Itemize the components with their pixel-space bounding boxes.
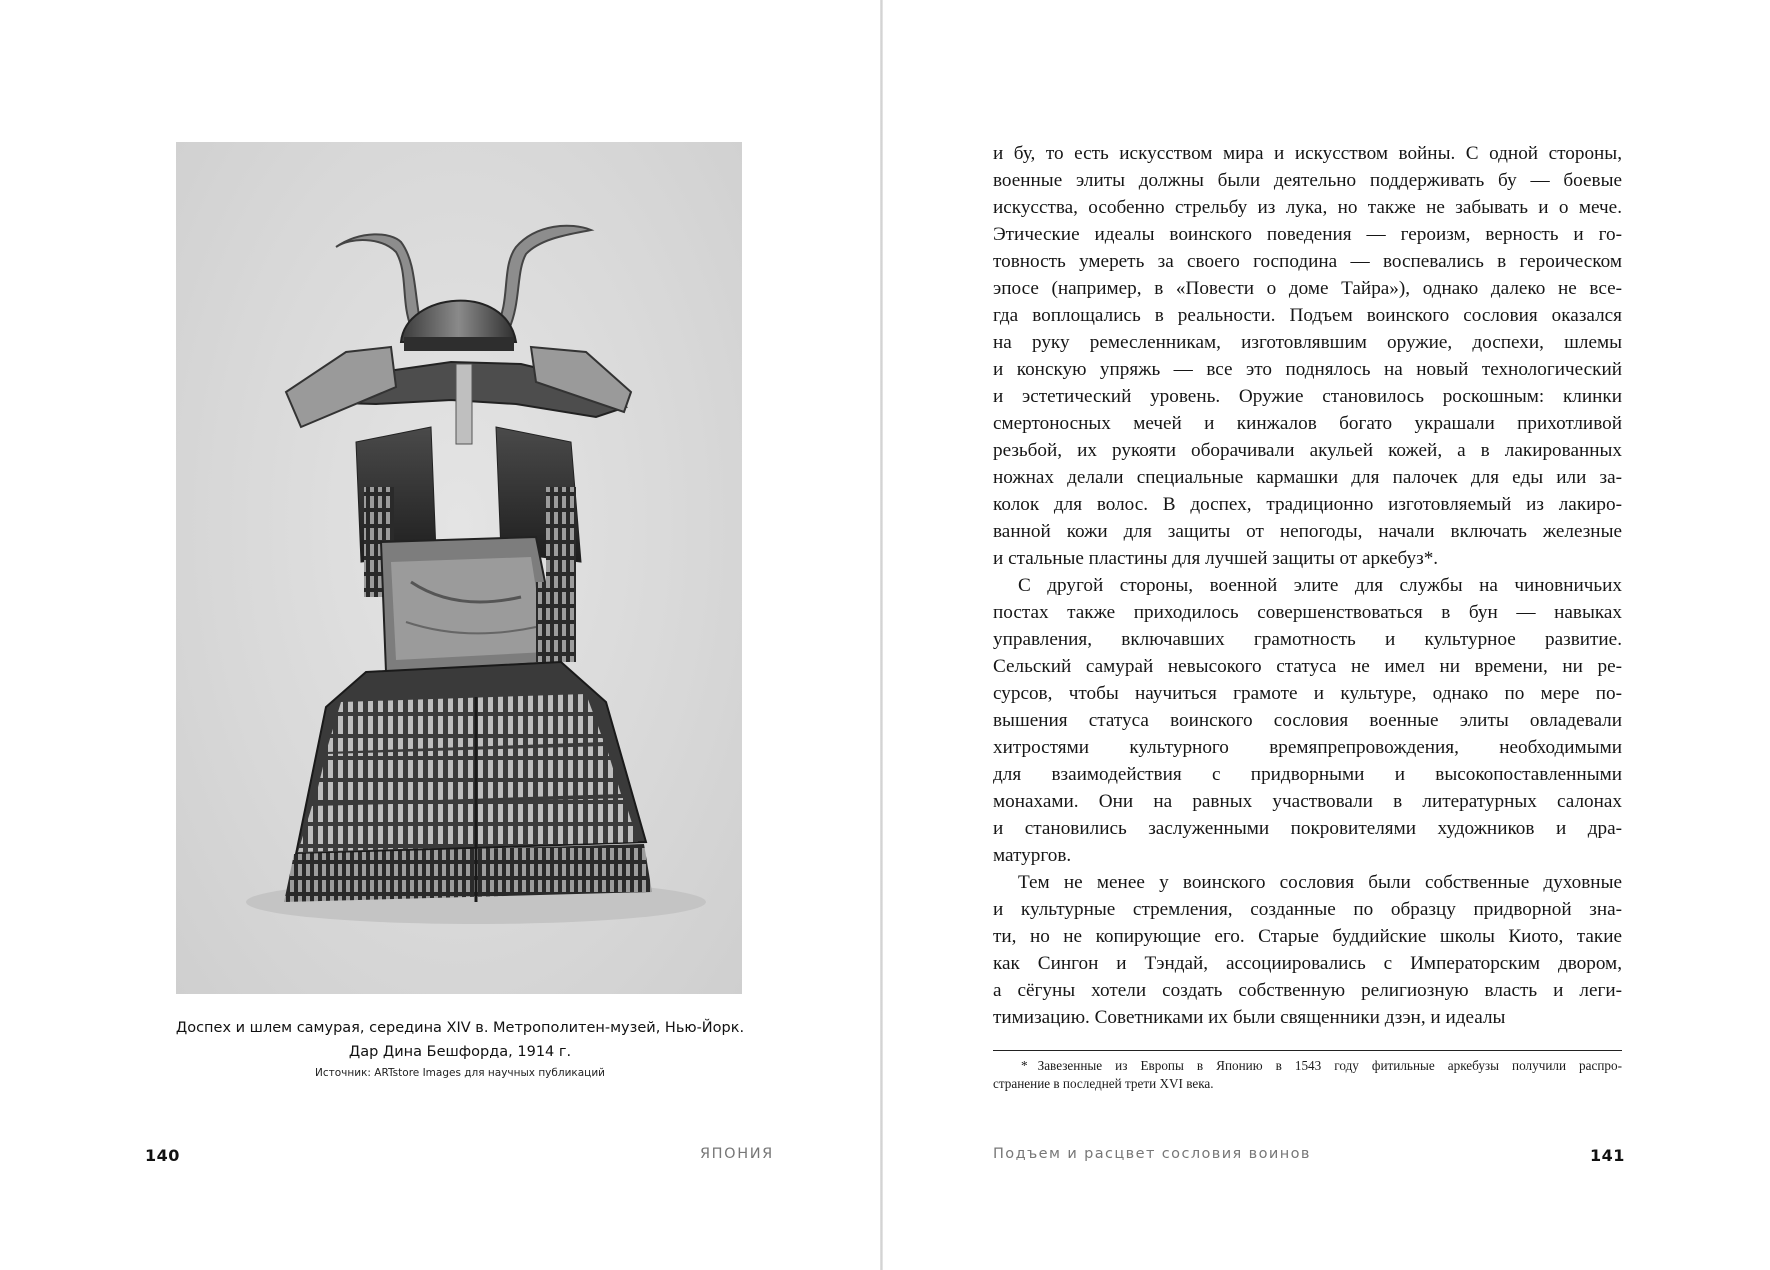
text-line: а сёгуны хотели создать собственную религиозную власть и леги- bbox=[993, 980, 1622, 1001]
text-line: и стальные пластины для лучшей защиты от аркебуз*. bbox=[993, 548, 1439, 569]
samurai-armor-figure bbox=[176, 142, 742, 994]
text-line: как Сингон и Тэндай, ассоциировались с Императорским двором, bbox=[993, 953, 1622, 974]
text-line: Этические идеалы воинского поведения — героизм, верность и го- bbox=[993, 224, 1622, 245]
text-line: хитростями культурного времяпрепровождения, необходимыми bbox=[993, 737, 1622, 758]
text-line: управления, включавших грамотность и культурное развитие. bbox=[993, 629, 1622, 650]
page-number-left: 140 bbox=[145, 1146, 180, 1165]
paragraph bbox=[993, 869, 1622, 1031]
body-text bbox=[993, 140, 1622, 1031]
text-line: и эстетический уровень. Оружие становилось роскошным: клинки bbox=[993, 386, 1622, 407]
text-line: эпосе (например, в «Повести о доме Тайра»), однако далеко не все- bbox=[993, 278, 1622, 299]
text-line: монахами. Они на равных участвовали в литературных салонах bbox=[993, 791, 1622, 812]
footnote-divider bbox=[993, 1050, 1622, 1051]
text-line: ти, но не копирующие его. Старые буддийские школы Киото, такие bbox=[993, 926, 1622, 947]
text-line: искусства, особенно стрельбу из лука, но также не забывать и о мече. bbox=[993, 197, 1622, 218]
caption-source: Источник: ARTstore Images для научных публикаций bbox=[315, 1067, 605, 1079]
footnote-line bbox=[993, 1057, 1622, 1075]
text-line: Тем не менее у воинского сословия были собственные духовные bbox=[1018, 872, 1622, 893]
right-page bbox=[883, 0, 1770, 1270]
footnote bbox=[993, 1057, 1622, 1093]
text-line: военные элиты должны были деятельно поддерживать бу — боевые bbox=[993, 170, 1622, 191]
text-line: и бу, то есть искусством мира и искусством войны. С одной стороны, bbox=[993, 143, 1622, 164]
text-line: гда воплощались в реальности. Подъем воинского сословия оказался bbox=[993, 305, 1622, 326]
running-head-right: Подъем и расцвет сословия воинов bbox=[993, 1146, 1311, 1162]
page-number-right: 141 bbox=[1590, 1146, 1625, 1165]
text-line: ножнах делали специальные кармашки для палочек для еды или за- bbox=[993, 467, 1622, 488]
text-line: ванной кожи для защиты от непогоды, начали включать железные bbox=[993, 521, 1622, 542]
footnote-mark: * bbox=[1021, 1058, 1028, 1073]
text-line: товность умереть за своего господина — воспевались в героическом bbox=[993, 251, 1622, 272]
running-head-left: ЯПОНИЯ bbox=[700, 1146, 774, 1162]
text-line: Сельский самурай невысокого статуса не имел ни времени, ни ре- bbox=[993, 656, 1622, 677]
text-line: смертоносных мечей и кинжалов богато украшали прихотливой bbox=[993, 413, 1622, 434]
text-line: тимизацию. Советниками их были священники дзэн, и идеалы bbox=[993, 1007, 1506, 1028]
text-line: С другой стороны, военной элите для службы на чиновничьих bbox=[1018, 575, 1622, 596]
text-line: и становились заслуженными покровителями художников и дра- bbox=[993, 818, 1622, 839]
footnote-text: Завезенные из Европы в Японию в 1543 году фитильные аркебузы получили распро- bbox=[1037, 1058, 1622, 1073]
text-line: вышения статуса воинского сословия военные элиты овладевали bbox=[993, 710, 1622, 731]
caption-line-1: Доспех и шлем самурая, середина XIV в. Метрополитен-музей, Нью-Йорк. bbox=[175, 1020, 745, 1036]
text-line: на руку ремесленникам, изготовлявшим оружие, доспехи, шлемы bbox=[993, 332, 1622, 353]
figure-caption bbox=[150, 1016, 770, 1081]
text-line: колок для волос. В доспех, традиционно изготовляемый из лакиро- bbox=[993, 494, 1622, 515]
text-line: матургов. bbox=[993, 845, 1072, 866]
left-page bbox=[0, 0, 880, 1270]
paragraph bbox=[993, 140, 1622, 572]
footnote-line: странение в последней трети XVI века. bbox=[993, 1076, 1214, 1091]
paragraph bbox=[993, 572, 1622, 869]
text-line: и культурные стремления, созданные по образцу придворной зна- bbox=[993, 899, 1622, 920]
text-line: резьбой, их рукояти оборачивали акульей кожей, а в лакированных bbox=[993, 440, 1622, 461]
caption-line-2: Дар Дина Бешфорда, 1914 г. bbox=[348, 1044, 572, 1060]
samurai-armor-illustration bbox=[176, 142, 742, 994]
text-line: постах также приходилось совершенствоваться в бун — навыках bbox=[993, 602, 1622, 623]
text-line: сурсов, чтобы научиться грамоте и культуре, однако по мере по- bbox=[993, 683, 1622, 704]
text-line: и конскую упряжь — все это поднялось на новый технологический bbox=[993, 359, 1622, 380]
text-line: для взаимодействия с придворными и высокопоставленными bbox=[993, 764, 1622, 785]
